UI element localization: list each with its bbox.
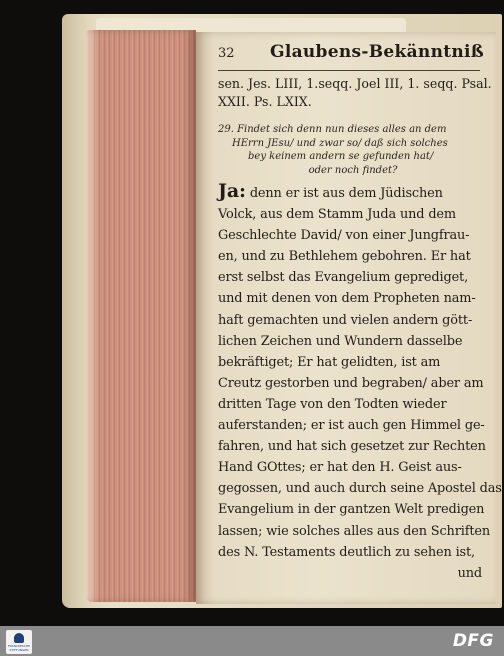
question-line: 29. Findet sich denn nun dieses alles an dem [218, 124, 447, 135]
answer-line: gegossen, und auch durch seine Apostel das [218, 481, 502, 497]
dfg-logo[interactable]: DFG [452, 631, 494, 651]
answer-line: bekräftiget; Er hat gelidten, ist am [218, 354, 441, 370]
answer-line: en, und zu Bethlehem gebohren. Er hat [218, 249, 471, 265]
answer-first-line [218, 181, 488, 204]
question-line: oder noch findet? [308, 164, 398, 176]
catchword: und [457, 565, 482, 581]
answer-initial: Ja: [218, 180, 246, 202]
answer-line: Geschlechte David/ von einer Jungfrau- [218, 228, 470, 244]
answer-line: des N. Testaments deutlich zu sehen ist, [218, 544, 476, 560]
running-title: Glaubens-Bekänntniß [270, 42, 485, 62]
catechism-question [218, 123, 488, 177]
logo-emblem-icon [14, 633, 24, 643]
page-number: 32 [218, 46, 235, 61]
book-page [196, 32, 502, 604]
answer-line: Creutz gestorben und begraben/ aber am [218, 375, 484, 391]
answer-line: auferstanden; er ist auch gen Himmel ge- [218, 418, 485, 434]
answer-first-line-text: denn er ist aus dem Jüdischen [245, 186, 443, 201]
answer-line: und mit denen von dem Propheten nam- [218, 291, 476, 307]
answer-line: lassen; wie solches alles aus den Schriften [218, 523, 490, 539]
viewer-footer-bar [0, 626, 504, 656]
page-text-block [218, 42, 502, 584]
question-line: HErrn JEsu/ und zwar so/ daß sich solches [232, 137, 448, 149]
answer-line: haft gemachten und vielen andern gött- [218, 312, 473, 328]
answer-line: erst selbst das Evangelium geprediget, [218, 270, 469, 286]
answer-line: Evangelium in der gantzen Welt predigen [218, 502, 485, 518]
answer-line: Volck, aus dem Stamm Juda und dem [218, 207, 456, 223]
answer-line: fahren, und hat sich gesetzet zur Rechten [218, 439, 486, 455]
answer-line: Hand GOttes; er hat den H. Geist aus- [218, 460, 462, 476]
institution-logo[interactable] [6, 630, 32, 654]
catechism-answer [218, 180, 502, 584]
logo-text: FRANCKESCHE STIFTUNGEN [7, 644, 31, 652]
page-header [218, 42, 488, 68]
scripture-references [218, 75, 492, 111]
text-line: XXII. Ps. LXIX. [218, 94, 312, 109]
page-edges-highlight [86, 30, 98, 602]
answer-line: lichen Zeichen und Wundern dasselbe [218, 333, 463, 349]
text-line: sen. Jes. LIII, 1.seqq. Joel III, 1. seqq. Psal. [218, 76, 492, 91]
answer-line: dritten Tage von den Todten wieder [218, 396, 447, 412]
page-edges [86, 30, 196, 602]
question-line: bey keinem andern se gefunden hat/ [248, 151, 434, 162]
header-rule [218, 70, 480, 71]
